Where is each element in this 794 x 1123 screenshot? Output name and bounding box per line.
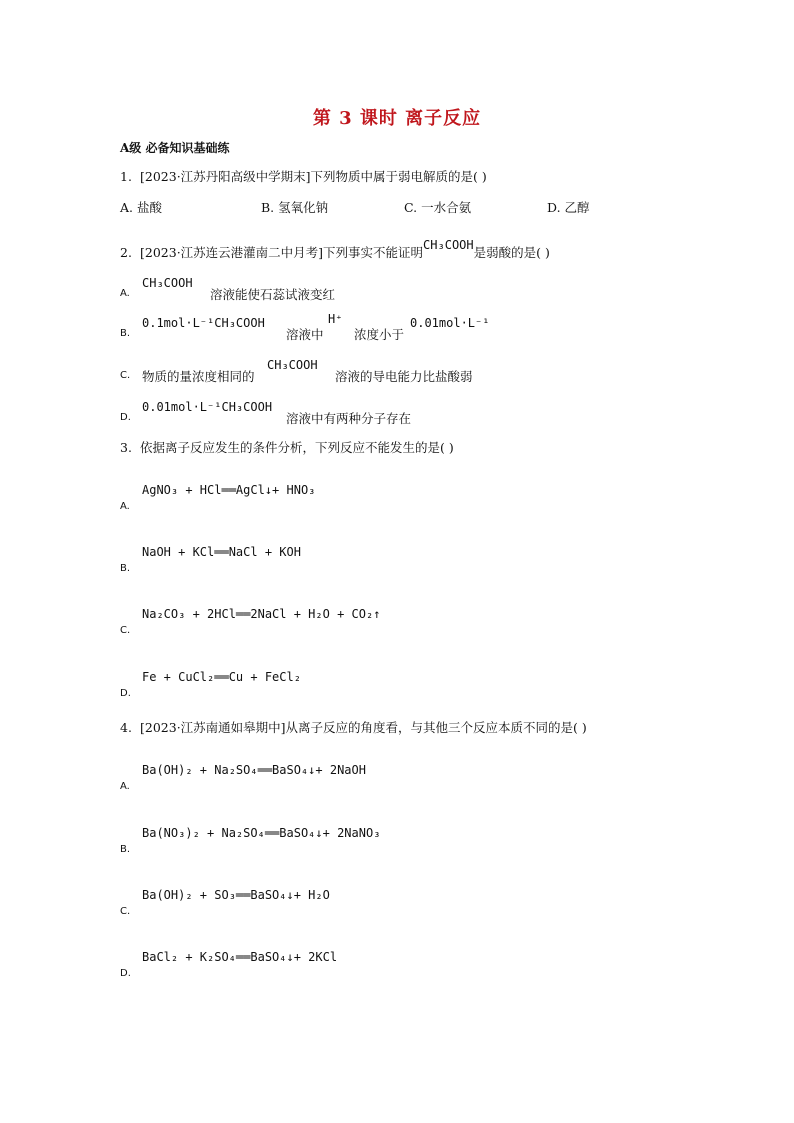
question-2-stem: [120, 238, 550, 261]
option-c[interactable]: C. 一水合氨: [404, 200, 472, 215]
equation: NaOH + KCl══NaCl + KOH: [142, 545, 301, 559]
option-letter: C.: [120, 370, 131, 381]
equation: BaCl₂ + K₂SO₄══BaSO₄↓+ 2KCl: [142, 950, 338, 964]
option-letter: D.: [120, 968, 131, 979]
equation: Fe + CuCl₂══Cu + FeCl₂: [142, 670, 301, 684]
equation: Ba(NO₃)₂ + Na₂SO₄══BaSO₄↓+ 2NaNO₃: [142, 826, 381, 840]
formula: 0.1mol·L⁻¹CH₃COOH: [142, 316, 265, 330]
formula: CH₃COOH: [142, 276, 193, 290]
question-text-end: 是弱酸的是( ): [473, 245, 550, 260]
option-text-2: 溶液的导电能力比盐酸弱: [335, 369, 473, 384]
question-number: 3.: [120, 440, 132, 455]
option-text: 溶液能使石蕊试液变红: [210, 287, 336, 302]
equation: Ba(OH)₂ + Na₂SO₄══BaSO₄↓+ 2NaOH: [142, 763, 366, 777]
question-number: 2.: [120, 245, 132, 260]
formula-2: 0.01mol·L⁻¹: [410, 316, 490, 330]
formula: CH₃COOH: [267, 358, 318, 372]
option-text: 溶液中: [286, 327, 324, 342]
option-letter: A.: [120, 501, 130, 512]
question-text: [2023·江苏丹阳高级中学期末]下列物质中属于弱电解质的是( ): [140, 169, 487, 184]
option-letter: C.: [120, 906, 131, 917]
option-letter: B.: [120, 563, 131, 574]
equation: AgNO₃ + HCl══AgCl↓+ HNO₃: [142, 483, 316, 497]
question-number: 4.: [120, 720, 132, 735]
page-title: 第 3 课时 离子反应: [312, 108, 482, 129]
option-b[interactable]: B. 氢氧化钠: [261, 200, 329, 215]
option-text: 物质的量浓度相同的: [142, 369, 255, 384]
option-d[interactable]: D. 乙醇: [547, 200, 590, 215]
equation: Na₂CO₃ + 2HCl══2NaCl + H₂O + CO₂↑: [142, 607, 381, 621]
question-text: [2023·江苏南通如皋期中]从离子反应的角度看，与其他三个反应本质不同的是( ): [140, 720, 587, 735]
option-letter: A.: [120, 288, 130, 299]
question-number: 1.: [120, 169, 132, 184]
option-letter: D.: [120, 688, 131, 699]
question-1-stem: [120, 167, 487, 185]
option-letter: B.: [120, 844, 131, 855]
option-a[interactable]: A. 盐酸: [120, 200, 163, 215]
option-letter: B.: [120, 328, 131, 339]
option-letter: C.: [120, 625, 131, 636]
ion: H⁺: [328, 312, 343, 326]
option-letter: A.: [120, 781, 130, 792]
option-letter: D.: [120, 412, 131, 423]
section-heading: A级 必备知识基础练: [120, 141, 230, 155]
question-text: 依据离子反应发生的条件分析，下列反应不能发生的是( ): [140, 440, 454, 455]
question-3-stem: [120, 438, 454, 456]
option-text-2: 浓度小于: [354, 327, 405, 342]
formula: 0.01mol·L⁻¹CH₃COOH: [142, 400, 273, 414]
equation: Ba(OH)₂ + SO₃══BaSO₄↓+ H₂O: [142, 888, 330, 902]
question-4-stem: [120, 718, 587, 736]
formula: CH₃COOH: [423, 238, 474, 252]
option-text: 溶液中有两种分子存在: [286, 411, 412, 426]
question-text: [2023·江苏连云港灌南二中月考]下列事实不能证明: [140, 245, 424, 260]
